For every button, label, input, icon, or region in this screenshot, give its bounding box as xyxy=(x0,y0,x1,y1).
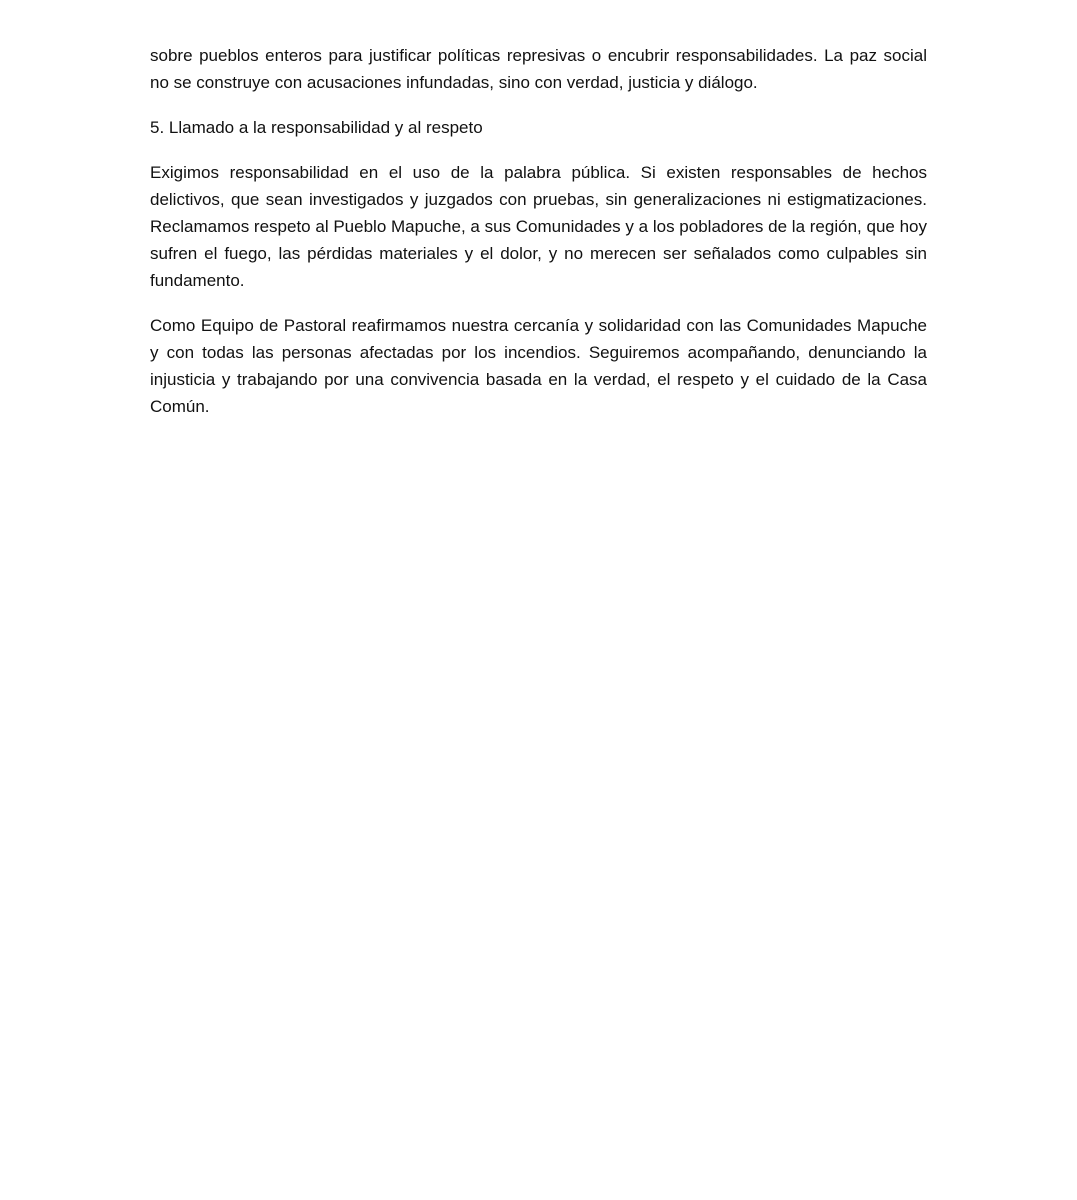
section-heading: 5. Llamado a la responsabilidad y al respeto xyxy=(150,118,483,137)
paragraph-responsibility: Exigimos responsabilidad en el uso de la palabra pública. Si existen responsables de hechos delictivos, que sean investigados y juzgados con pruebas, sin generalizaciones ni estigmatizaciones. Reclamamos respeto al Pueblo Mapuche, a sus Comunidades y a los pobladores de la región, que hoy sufren el fuego, las pérdidas materiales y el dolor, y no merecen ser señalados como culpables sin fundamento. xyxy=(150,163,927,290)
paragraph-continuation: sobre pueblos enteros para justificar políticas represivas o encubrir responsabilidades. La paz social no se construye con acusaciones infundadas, sino con verdad, justicia y diálogo. xyxy=(150,46,927,92)
document-body xyxy=(150,42,927,438)
paragraph-solidarity: Como Equipo de Pastoral reafirmamos nuestra cercanía y solidaridad con las Comunidades Mapuche y con todas las personas afectadas por los incendios. Seguiremos acompañando, denunciando la injusticia y trabajando por una convivencia basada en la verdad, el respeto y el cuidado de la Casa Común. xyxy=(150,316,927,416)
